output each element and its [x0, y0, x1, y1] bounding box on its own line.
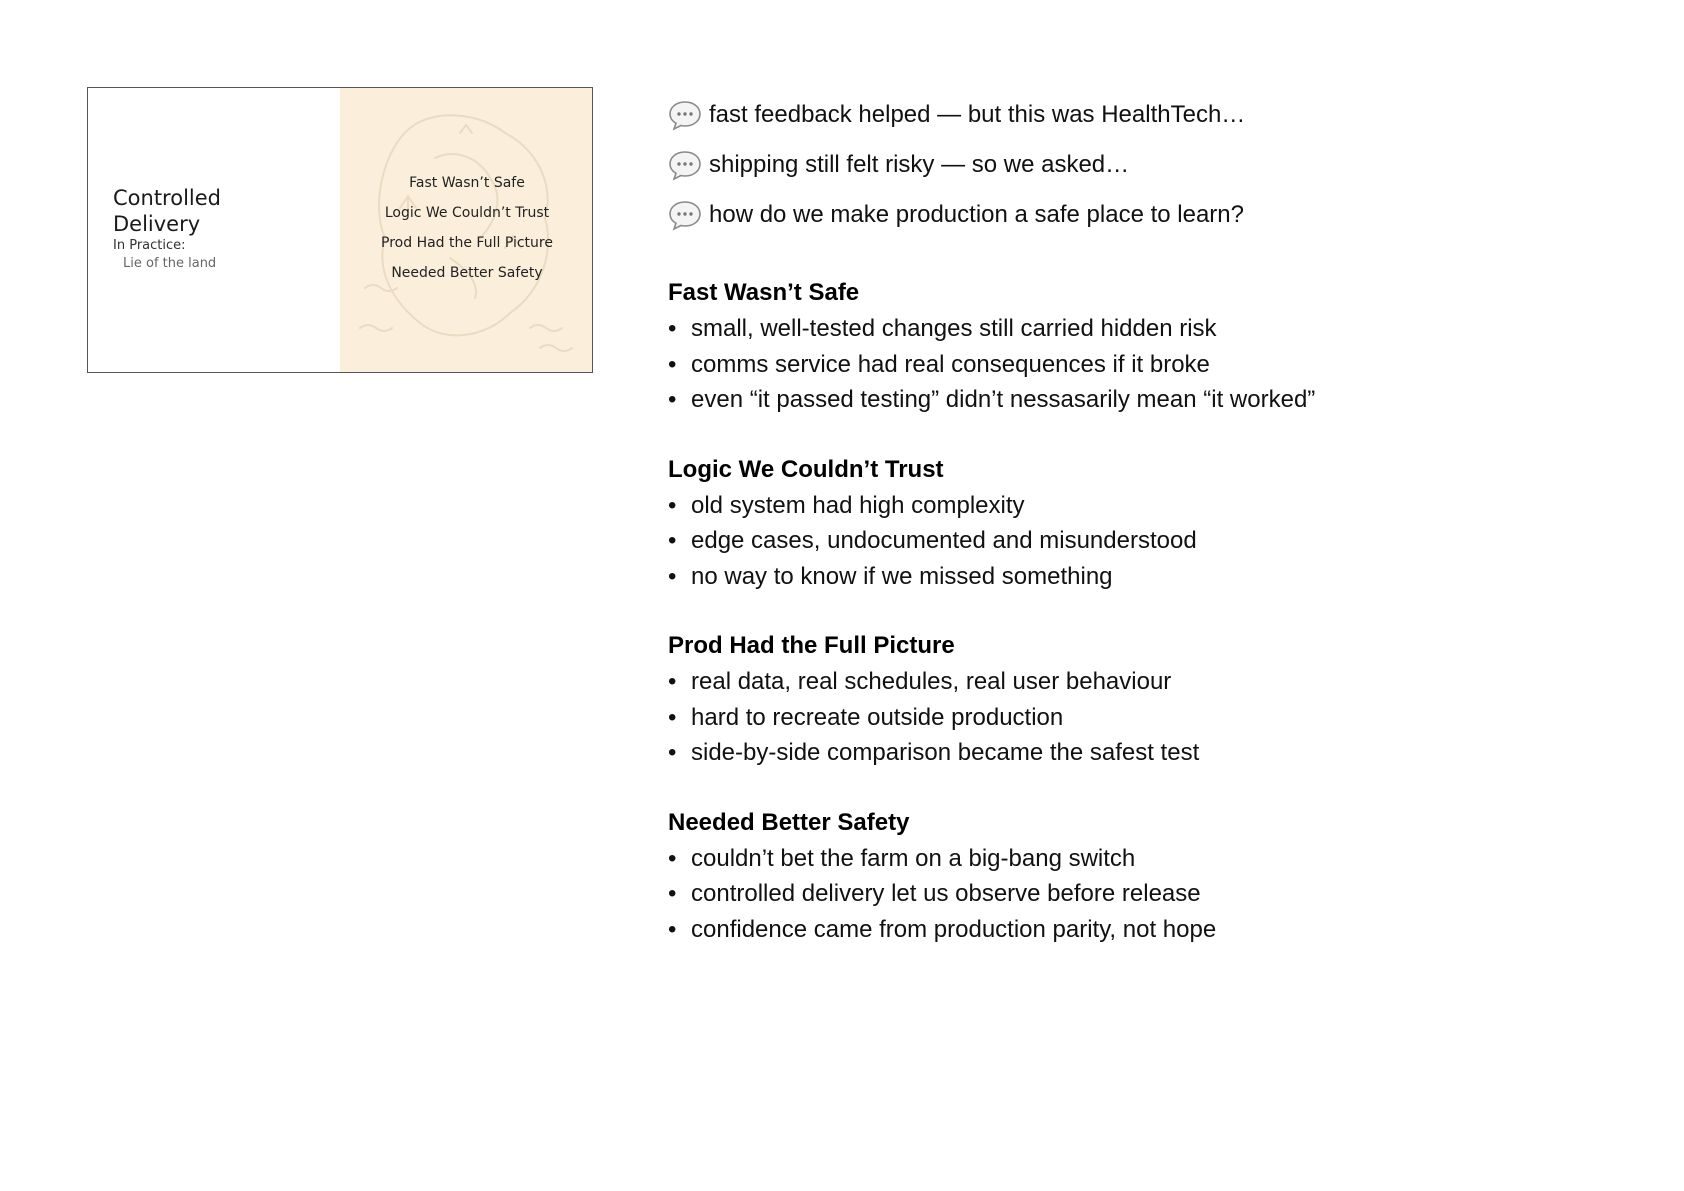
- bullet-text: confidence came from production parity, not hope: [691, 915, 1217, 943]
- bullet-text: edge cases, undocumented and misunderstood: [691, 527, 1197, 554]
- slide-subsubtitle: Lie of the land: [123, 256, 217, 271]
- bullet-text: real data, real schedules, real user behaviour: [691, 668, 1172, 695]
- slide-title-panel: [88, 88, 340, 372]
- bullet-item: [668, 382, 1648, 418]
- notes-section: [668, 275, 1648, 418]
- bullet-item: [668, 523, 1648, 559]
- speech-line: [668, 140, 1648, 190]
- bullet-glyph: •: [668, 880, 677, 907]
- notes-section: [668, 452, 1648, 595]
- bullet-text: even “it passed testing” didn’t nessasarily mean “it worked”: [691, 386, 1316, 413]
- slide-thumbnail[interactable]: [87, 87, 593, 373]
- bullet-text: side-by-side comparison became the safest test: [691, 739, 1200, 766]
- speech-bubble-icon: [668, 199, 702, 231]
- speaker-notes: [668, 90, 1648, 947]
- speech-text: how do we make production a safe place to learn?: [709, 201, 1244, 228]
- bullet-text: hard to recreate outside production: [691, 703, 1064, 731]
- speech-bubble-icon: [668, 99, 702, 131]
- bullet-glyph: •: [668, 386, 677, 413]
- bullet-glyph: •: [668, 315, 677, 342]
- speech-text: fast feedback helped — but this was HealthTech…: [709, 101, 1246, 128]
- slide-topic: Logic We Couldn’t Trust: [384, 205, 550, 221]
- bullet-item: [668, 735, 1648, 771]
- bullet-item: [668, 700, 1648, 736]
- speech-line: [668, 190, 1648, 240]
- section-heading: Fast Wasn’t Safe: [668, 279, 860, 306]
- bullet-item: [668, 311, 1648, 347]
- bullet-glyph: •: [668, 844, 677, 872]
- bullet-text: small, well-tested changes still carried hidden risk: [691, 315, 1217, 342]
- bullet-glyph: •: [668, 739, 677, 766]
- slide-subtitle: In Practice:: [113, 238, 186, 253]
- slide-topic-list: [340, 174, 593, 294]
- bullet-text: old system had high complexity: [691, 491, 1025, 519]
- bullet-text: couldn’t bet the farm on a big-bang switch: [691, 844, 1136, 872]
- bullet-item: [668, 841, 1648, 877]
- section-heading: Needed Better Safety: [668, 808, 910, 836]
- speech-text: shipping still felt risky — so we asked…: [709, 151, 1130, 178]
- bullet-item: [668, 912, 1648, 948]
- bullet-text: comms service had real consequences if it broke: [691, 350, 1210, 378]
- bullet-glyph: •: [668, 562, 677, 590]
- slide-topic: Fast Wasn’t Safe: [409, 175, 525, 191]
- notes-section: [668, 628, 1648, 771]
- bullet-glyph: •: [668, 491, 677, 519]
- bullet-item: [668, 347, 1648, 383]
- speech-bubble-icon: [668, 149, 702, 181]
- bullet-item: [668, 876, 1648, 912]
- slide-topic: Needed Better Safety: [391, 265, 543, 281]
- slide-map-panel: [340, 88, 593, 372]
- slide-topic: Prod Had the Full Picture: [381, 235, 553, 251]
- bullet-item: [668, 488, 1648, 524]
- bullet-text: controlled delivery let us observe before release: [691, 880, 1201, 907]
- bullet-glyph: •: [668, 668, 677, 695]
- speech-line: [668, 90, 1648, 140]
- bullet-glyph: •: [668, 350, 677, 378]
- section-heading: Prod Had the Full Picture: [668, 632, 955, 659]
- bullet-item: [668, 559, 1648, 595]
- bullet-text: no way to know if we missed something: [691, 562, 1113, 590]
- slide-title: Controlled Delivery: [113, 186, 221, 236]
- section-heading: Logic We Couldn’t Trust: [668, 455, 944, 483]
- bullet-glyph: •: [668, 703, 677, 731]
- bullet-item: [668, 664, 1648, 700]
- bullet-glyph: •: [668, 527, 677, 554]
- bullet-glyph: •: [668, 915, 677, 943]
- notes-section: [668, 805, 1648, 948]
